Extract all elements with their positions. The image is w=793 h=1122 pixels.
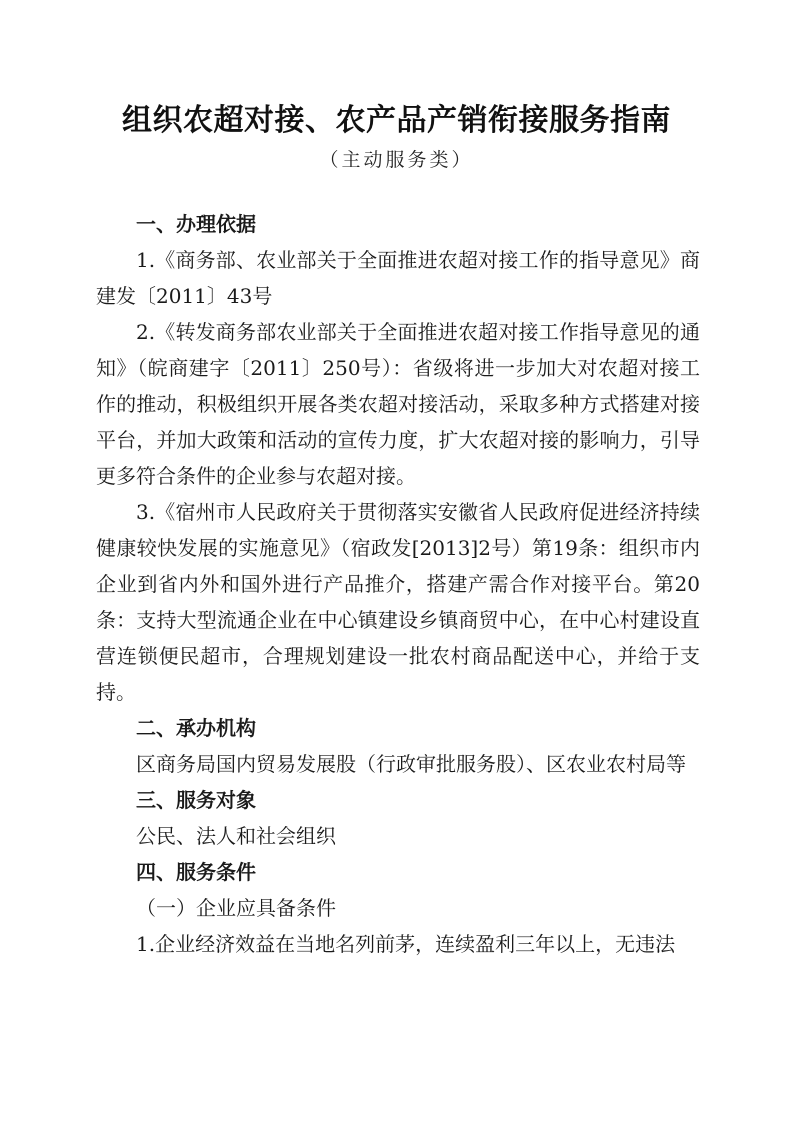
document-body [96,206,700,962]
section-heading-basis: 一、办理依据 [136,212,256,236]
basis-item-1: 1.《商务部、农业部关于全面推进农超对接工作的指导意见》商建发〔2011〕43号 [96,248,700,308]
conditions-subheading: （一）企业应具备条件 [136,896,336,920]
basis-item-3: 3.《宿州市人民政府关于贯彻落实安徽省人民政府促进经济持续健康较快发展的实施意见》（宿政发[2013]2号）第19条：组织市内企业到省内外和国外进行产品推介，搭建产需合作对接平台。第20条：支持大型流通企业在中心镇建设乡镇商贸中心，在中心村建设直营连锁便民超市，合理规划建设一批农村商品配送中心，并给于支持。 [96,500,700,704]
section-heading-agency: 二、承办机构 [136,716,256,740]
section-heading-target: 三、服务对象 [136,788,256,812]
page-subtitle: （主动服务类） [319,149,474,171]
agency-text: 区商务局国内贸易发展股（行政审批服务股）、区农业农村局等 [136,752,686,776]
basis-item-2: 2.《转发商务部农业部关于全面推进农超对接工作指导意见的通知》（皖商建字〔2011〕250号）：省级将进一步加大对农超对接工作的推动，积极组织开展各类农超对接活动，采取多种方式搭建对接平台，并加大政策和活动的宣传力度，扩大农超对接的影响力，引导更多符合条件的企业参与农超对接。 [96,320,700,488]
section-heading-conditions: 四、服务条件 [136,860,256,884]
target-text: 公民、法人和社会组织 [136,824,336,848]
conditions-item-1: 1.企业经济效益在当地名列前茅，连续盈利三年以上，无违法 [136,932,676,956]
page-title: 组织农超对接、农产品产销衔接服务指南 [122,103,671,138]
